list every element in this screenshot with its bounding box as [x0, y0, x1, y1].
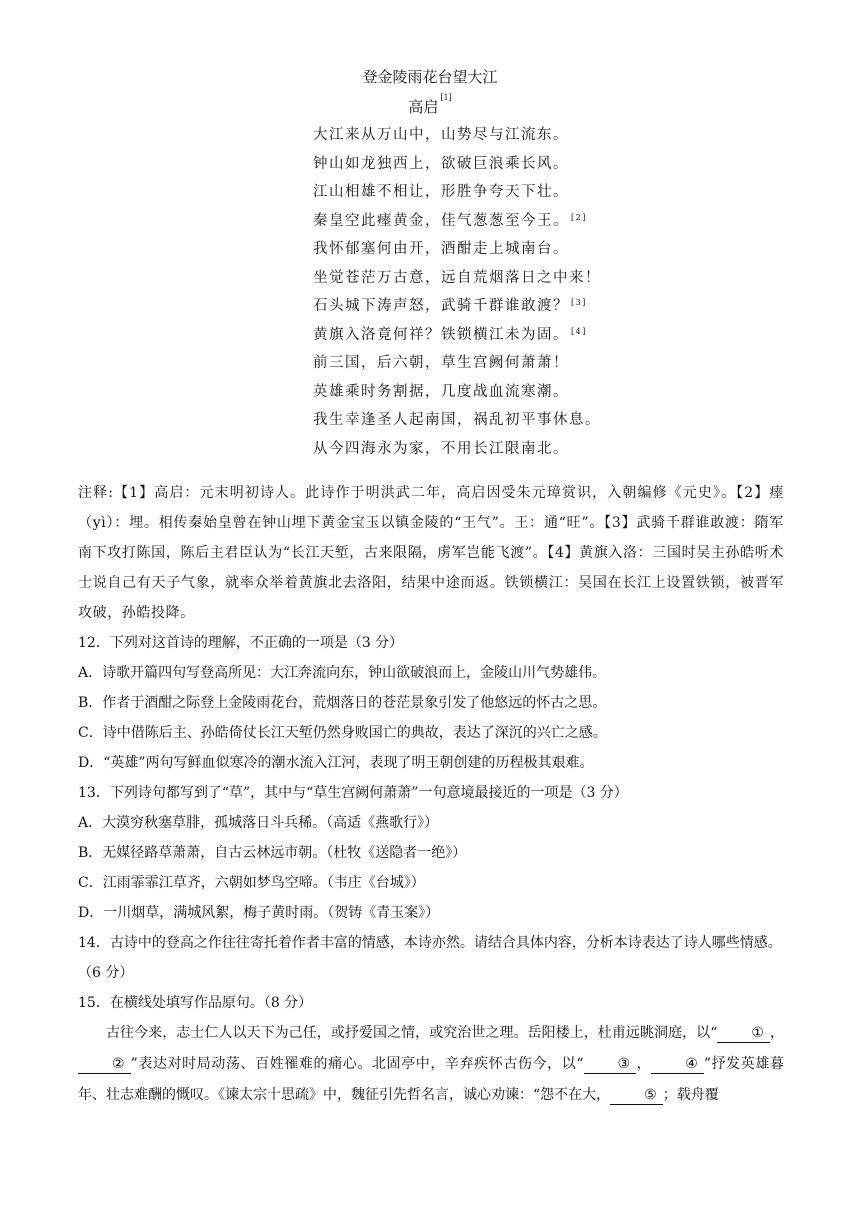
- question-12-stem: 12．下列对这首诗的理解，不正确的一项是（3 分）: [78, 635, 404, 651]
- poem-line: 前三国，后六朝，草生宫阙何萧萧！: [313, 355, 569, 371]
- question-13-option-c: C．江雨霏霏江草齐，六朝如梦鸟空啼。（韦庄《台城》）: [78, 875, 425, 891]
- question-12-option-a: A．诗歌开篇四句写登高所见：大江奔流向东，钟山欲破浪而上，金陵山川气势雄伟。: [78, 665, 607, 681]
- author-note-ref: [1]: [440, 93, 452, 102]
- poem-title: 登金陵雨花台望大江: [362, 68, 498, 86]
- poem-note-ref: [4]: [571, 326, 587, 336]
- poem-line: 我怀郁塞何由开，酒酣走上城南台。: [313, 241, 569, 257]
- question-section: [78, 628, 784, 1111]
- fill-blank-5[interactable]: ⑤: [610, 1086, 663, 1105]
- question-15-passage: 古往今来，志士仁人以天下为己任，或抒爱国之情，或究治世之理。岳阳楼上，杜甫远眺洞庭，以“ ① ，② ”表达对时局动荡、百姓罹难的痛心。北固亭中，辛弃疾怀古伤今，以“ ③ ， ④ ”抒发英雄暮年、壮志难酬的慨叹。《谏太宗十思疏》中，魏征引先哲名言，诚心劝谏：“怨不在大， ⑤ ；载舟覆: [78, 1025, 785, 1103]
- author-name: 高启: [408, 98, 439, 116]
- annotation-text: 注释:【1】高启：元末明初诗人。此诗作于明洪武二年，高启因受朱元璋赏识，入朝编修《元史》。【2】瘗（yì）：埋。相传秦始皇曾在钟山埋下黄金宝玉以镇金陵的“王气”。王：通“旺”。【3】武骑千群谁敢渡：隋军南下攻打陈国，陈后主君臣认为“长江天堑，古来限隔，虏军岂能飞渡”。【4】黄旗入洛：三国时吴主孙皓听术士说自己有天子气象，就率众举着黄旗北去洛阳，结果中途而返。铁锁横江：吴国在长江上设置铁锁，被晋军攻破，孙皓投降。: [78, 485, 784, 621]
- poem-line: 从今四海永为家，不用长江限南北。: [313, 440, 569, 457]
- poem-line: 黄旗入洛竟何祥？铁锁横江未为固。 [4]: [313, 326, 587, 343]
- poem-body: [313, 125, 601, 467]
- poem-line: 石头城下涛声怒，武骑千群谁敢渡？ [3]: [313, 298, 587, 314]
- question-13-stem: 13．下列诗句都写到了“草”，其中与“草生宫阙何萧萧”一句意境最接近的一项是（3 分）: [78, 785, 628, 801]
- poem-note-ref: [2]: [571, 212, 587, 222]
- poem-line: 秦皇空此瘗黄金，佳气葱葱至今王。 [2]: [313, 212, 587, 229]
- poem-line: 江山相雄不相让，形胜争夸天下壮。: [313, 184, 569, 200]
- question-12-option-c: C．诗中借陈后主、孙皓倚仗长江天堑仍然身败国亡的典故，表达了深沉的兴亡之感。: [78, 725, 607, 741]
- fill-blank-1[interactable]: ①: [717, 1024, 770, 1043]
- fill-blank-2[interactable]: ②: [78, 1055, 131, 1074]
- poem-line: 坐觉苍茫万古意，远自荒烟落日之中来！: [313, 269, 601, 286]
- poem-note-ref: [3]: [571, 298, 587, 307]
- question-12-option-d: D．“英雄”两句写鲜血似寒冷的潮水流入江河，表现了明王朝创建的历程极其艰难。: [78, 755, 594, 771]
- question-13-option-b: B．无媒径路草萧萧，自古云林远市朝。（杜牧《送隐者一绝》）: [78, 845, 467, 861]
- poem-author: [0, 93, 860, 117]
- question-14: 14．古诗中的登高之作往往寄托着作者丰富的情感，本诗亦然。请结合具体内容，分析本诗表达了诗人哪些情感。（6 分）: [78, 935, 782, 981]
- question-15-stem: 15．在横线处填写作品原句。（8 分）: [78, 995, 313, 1011]
- poem-line: 大江来从万山中，山势尽与江流东。: [313, 127, 569, 143]
- fill-blank-4[interactable]: ④: [651, 1055, 704, 1074]
- poem-line: 我生幸逢圣人起南国，祸乱初平事休息。: [313, 412, 601, 428]
- poem-line: 钟山如龙独西上，欲破巨浪乘长风。: [313, 155, 569, 172]
- question-13-option-a: A．大漠穷秋塞草腓，孤城落日斗兵稀。（高适《燕歌行》）: [78, 815, 439, 831]
- question-12-option-b: B．作者于酒酣之际登上金陵雨花台，荒烟落日的苍茫景象引发了他悠远的怀古之思。: [78, 695, 607, 711]
- question-13-option-d: D．一川烟草，满城风絮，梅子黄时雨。（贺铸《青玉案》）: [78, 905, 440, 921]
- fill-blank-3[interactable]: ③: [584, 1055, 637, 1074]
- annotations: [78, 478, 784, 628]
- poem-line: 英雄乘时务割据，几度战血流寒潮。: [313, 383, 569, 400]
